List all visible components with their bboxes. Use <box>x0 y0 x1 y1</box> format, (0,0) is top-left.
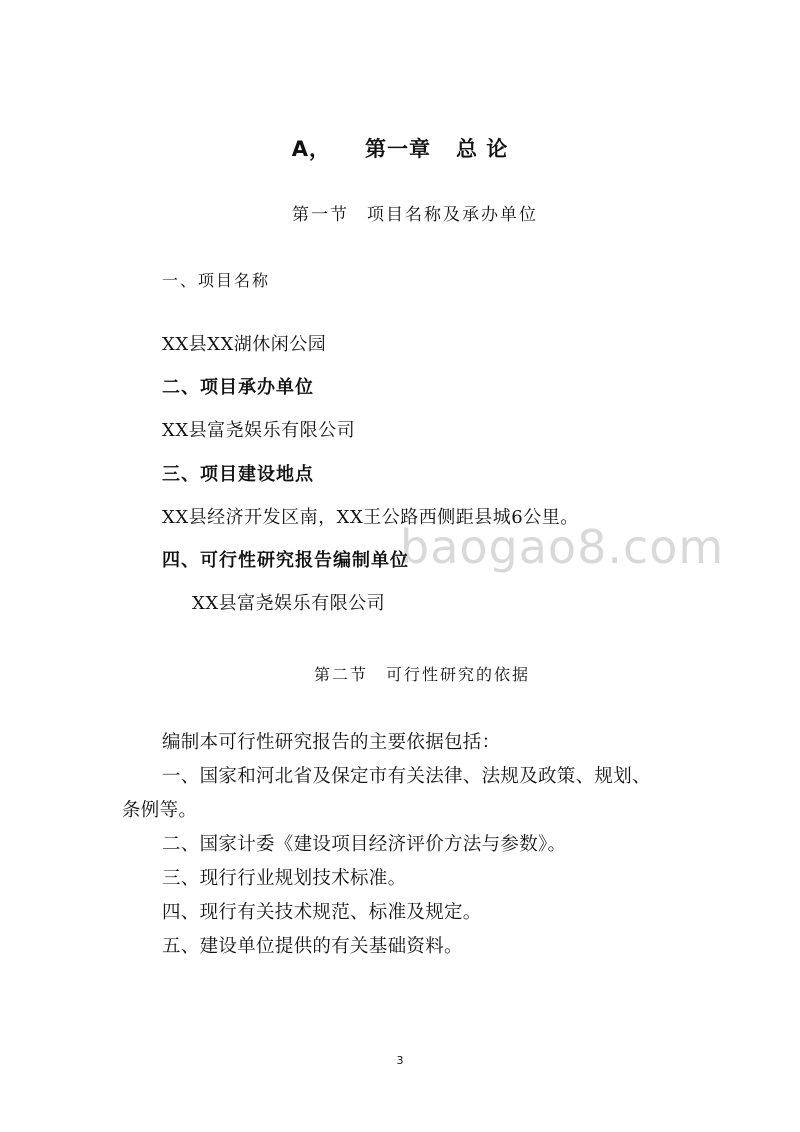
chapter-title: 第一章 <box>365 137 431 161</box>
item2-heading: 二、项目承办单位 <box>162 377 314 398</box>
page-number: 3 <box>396 1054 404 1067</box>
basis-item-2: 二、国家计委《建设项目经济评价方法与参数》。 <box>162 834 567 855</box>
item4-value: XX县富尧娱乐有限公司 <box>192 593 386 614</box>
item2-value: XX县富尧娱乐有限公司 <box>162 420 356 441</box>
basis-item-4: 四、现行有关技术规范、标准及规定。 <box>162 902 482 923</box>
basis-item-1: 一、国家和河北省及保定市有关法律、法规及政策、规划、 <box>162 766 651 787</box>
section1-label: 第一节 <box>292 205 349 225</box>
section1-heading <box>292 200 538 225</box>
chapter-subtitle: 总 论 <box>455 137 509 161</box>
basis-intro: 编制本可行性研究报告的主要依据包括： <box>162 732 501 753</box>
item4-heading: 四、可行性研究报告编制单位 <box>162 550 409 571</box>
item3-heading: 三、项目建设地点 <box>162 464 314 485</box>
item1-value: XX县XX湖休闲公园 <box>162 334 327 355</box>
chapter-heading <box>0 133 800 163</box>
watermark: baogao8.com <box>400 520 725 574</box>
section2-label: 第二节 <box>314 665 369 684</box>
item1-heading: 一、项目名称 <box>162 271 271 290</box>
basis-item-3: 三、现行行业规划技术标准。 <box>162 868 407 889</box>
section2-title: 可行性研究的依据 <box>386 665 531 684</box>
chapter-prefix: A， <box>291 137 331 161</box>
basis-item-1-cont: 条例等。 <box>122 800 198 821</box>
section2-heading <box>314 662 530 685</box>
item3-value: XX县经济开发区南，XX王公路西侧距县城6公里。 <box>162 507 579 528</box>
basis-item-5: 五、建设单位提供的有关基础资料。 <box>162 936 463 957</box>
section1-title: 项目名称及承办单位 <box>367 205 538 225</box>
